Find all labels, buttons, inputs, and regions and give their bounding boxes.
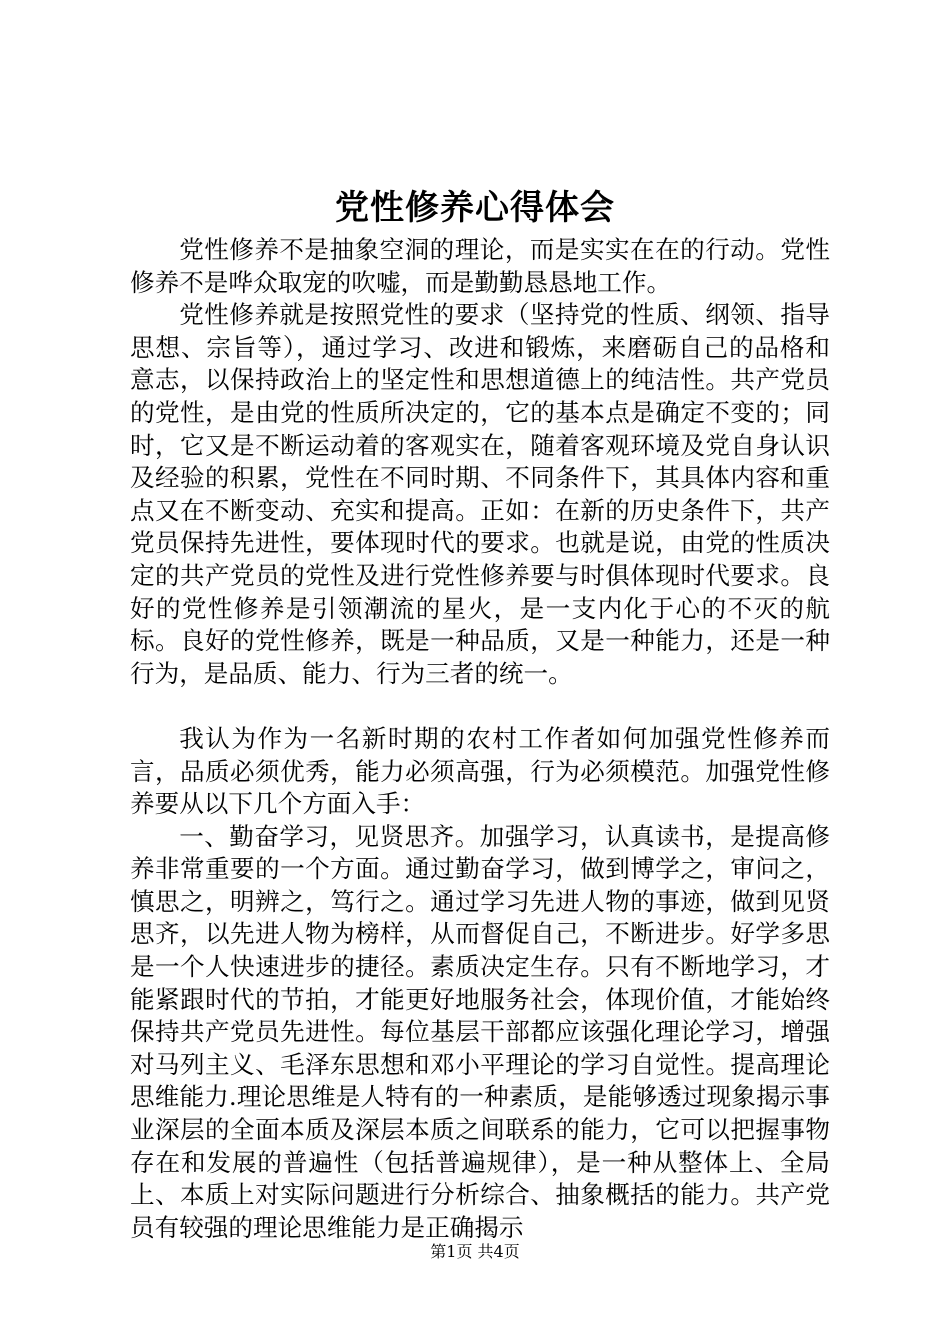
document-title: 党性修养心得体会 — [335, 188, 615, 228]
paragraph-1: 党性修养不是抽象空洞的理论，而是实实在在的行动。党性修养不是哗众取宠的吹嘘，而是勤勤恳恳地工作。 — [130, 235, 830, 297]
page-number-footer: 第1页 共4页 — [430, 1242, 520, 1261]
paragraph-4: 一、勤奋学习，见贤思齐。加强学习，认真读书，是提高修养非常重要的一个方面。通过勤奋学习，做到博学之，审问之，慎思之，明辨之，笃行之。通过学习先进人物的事迹，做到见贤思齐，以先进人物为榜样，从而督促自己，不断进步。好学多思是一个人快速进步的捷径。素质决定生存。只有不断地学习，才能紧跟时代的节拍，才能更好地服务社会，体现价值，才能始终保持共产党员先进性。每位基层干部都应该强化理论学习，增强对马列主义、毛泽东思想和邓小平理论的学习自觉性。提高理论思维能力.理论思维是人特有的一种素质，是能够透过现象揭示事业深层的全面本质及深层本质之间联系的能力，它可以把握事物存在和发展的普遍性（包括普遍规律），是一种从整体上、全局上、本质上对实际问题进行分析综合、抽象概括的能力。共产党员有较强的理论思维能力是正确揭示 — [130, 821, 830, 1242]
paragraph-3: 我认为作为一名新时期的农村工作者如何加强党性修养而言，品质必须优秀，能力必须高强，行为必须模范。加强党性修养要从以下几个方面入手： — [130, 723, 830, 819]
paragraph-2: 党性修养就是按照党性的要求（坚持党的性质、纲领、指导思想、宗旨等），通过学习、改进和锻炼，来磨砺自己的品格和意志，以保持政治上的坚定性和思想道德上的纯洁性。共产党员的党性，是由党的性质所决定的，它的基本点是确定不变的；同时，它又是不断运动着的客观实在，随着客观环境及党自身认识及经验的积累，党性在不同时期、不同条件下，其具体内容和重点又在不断变动、充实和提高。正如：在新的历史条件下，共产党员保持先进性，要体现时代的要求。也就是说，由党的性质决定的共产党员的党性及进行党性修养要与时俱体现时代要求。良好的党性修养是引领潮流的星火，是一支内化于心的不灭的航标。良好的党性修养，既是一种品质，又是一种能力，还是一种行为，是品质、能力、行为三者的统一。 — [130, 300, 830, 688]
document-body — [130, 234, 830, 1244]
paragraph-spacer — [130, 690, 830, 723]
